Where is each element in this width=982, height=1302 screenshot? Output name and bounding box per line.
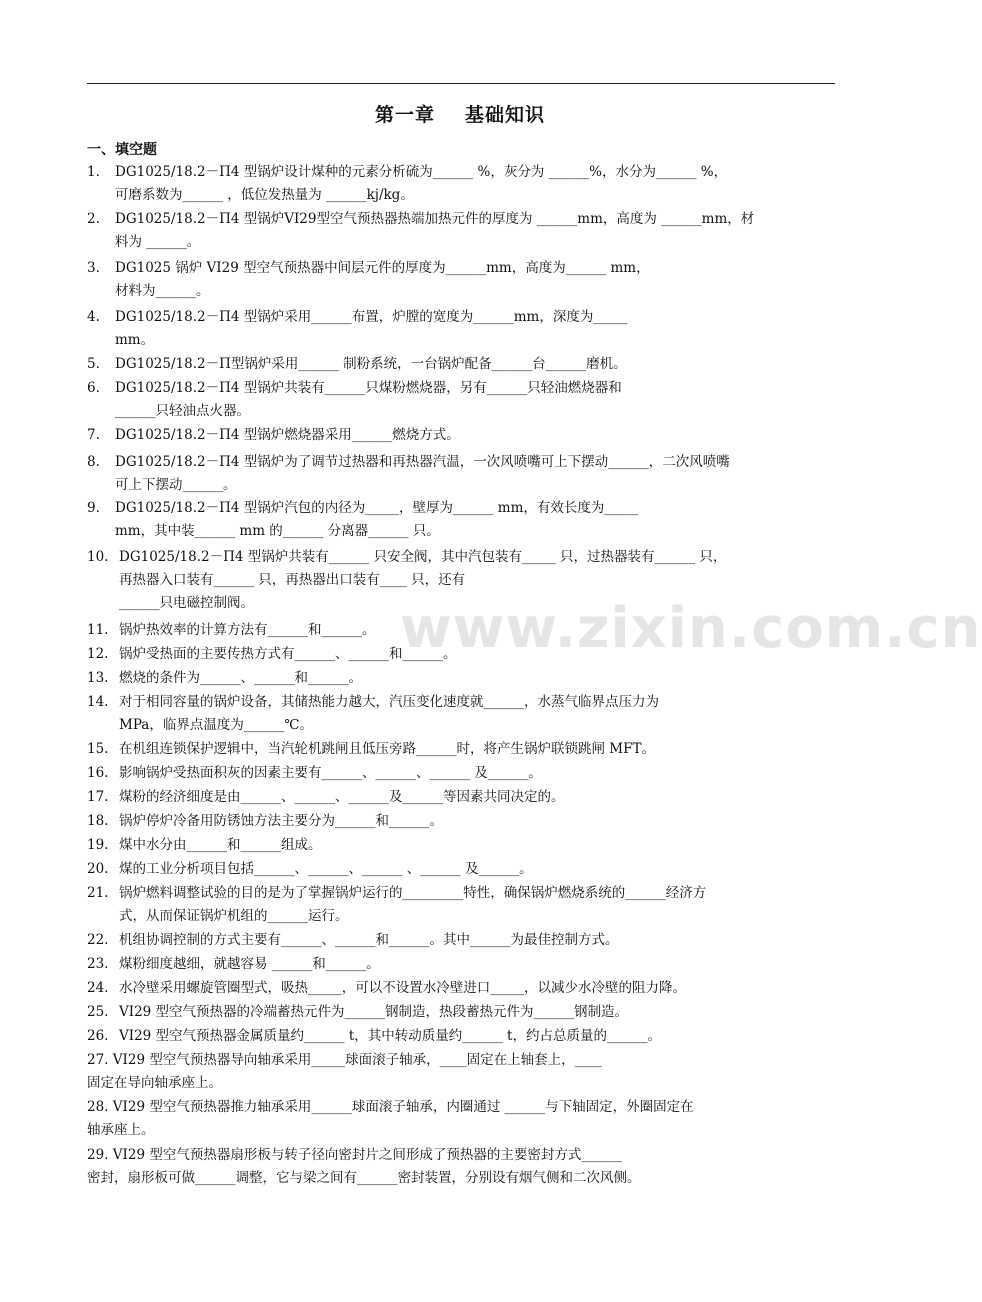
question-number: 20. <box>87 861 109 877</box>
page-title <box>0 100 920 127</box>
question-first-line <box>87 1096 835 1119</box>
question-text-continued: mm，其中装______ mm 的______ 分离器______ 只。 <box>115 523 440 539</box>
section-heading: 一、填空题 <box>87 142 157 158</box>
chapter-number: 第一章 <box>374 104 435 126</box>
question-text-continued: MPa，临界点温度为______℃。 <box>119 717 313 733</box>
question-text: 水冷壁采用螺旋管圈型式，吸热_____，可以不设置水冷壁进口_____，以减少水冷壁的阻力降。 <box>119 980 686 996</box>
question-text-continued: 密封，扇形板可做______调整，它与梁之间有______密封装置，分别设有烟气侧和二次风侧。 <box>87 1170 641 1186</box>
question-first-line <box>87 1144 835 1167</box>
question-text: DG1025/18.2－Π4 型锅炉汽包的内径为_____，壁厚为______ mm，有效长度为_____ <box>115 500 639 516</box>
header-rule <box>87 83 835 84</box>
question-number: 9. <box>87 500 100 516</box>
question-text-continued: mm。 <box>115 332 155 348</box>
question-item <box>87 953 835 976</box>
question-text: VI29 型空气预热器导向轴承采用_____球面滚子轴承，____固定在上轴套上，____ <box>112 1052 602 1068</box>
question-item <box>87 451 835 497</box>
question-item <box>87 306 835 352</box>
question-text: 燃烧的条件为______、______和______。 <box>119 670 362 686</box>
question-text-continued: 再热器入口装有______ 只，再热器出口装有____ 只，还有 <box>119 572 466 588</box>
question-text-continued: 式，从而保证锅炉机组的______运行。 <box>119 908 349 924</box>
watermark: www.zixin.com.cn <box>400 596 982 661</box>
question-text: 煤中水分由______和______组成。 <box>119 837 322 853</box>
question-item <box>87 810 835 833</box>
question-text-continued: 材料为______。 <box>115 283 210 299</box>
question-text: DG1025/18.2－Π4 型锅炉共装有______ 只安全阀，其中汽包装有_____ 只，过热器装有______ 只， <box>119 549 727 565</box>
question-number: 23. <box>87 956 109 972</box>
chapter-name: 基础知识 <box>465 104 546 126</box>
question-first-line <box>87 1049 835 1072</box>
question-item <box>87 497 835 543</box>
question-text: 机组协调控制的方式主要有______、______和______。其中______为最佳控制方式。 <box>119 932 619 948</box>
question-number: 8. <box>87 454 100 470</box>
question-number: 24. <box>87 980 109 996</box>
question-number: 26. <box>87 1028 109 1044</box>
question-number: 3. <box>87 260 100 276</box>
question-item <box>87 257 835 303</box>
question-item <box>87 1025 835 1048</box>
question-number: 12. <box>87 646 109 662</box>
question-number: 25. <box>87 1004 109 1020</box>
question-text-continued: 料为 ______。 <box>115 234 201 250</box>
question-number: 1. <box>87 164 100 180</box>
question-item <box>87 929 835 952</box>
question-number: 13. <box>87 670 109 686</box>
question-number: 10. <box>87 549 109 565</box>
question-item <box>87 424 835 447</box>
question-text-continued: ______只轻油点火器。 <box>115 403 250 419</box>
question-text: VI29 型空气预热器推力轴承采用______球面滚子轴承，内圈通过 ______与下轴固定，外圈固定在 <box>112 1099 694 1115</box>
question-text: VI29 型空气预热器的冷端蓄热元件为______钢制造，热段蓄热元件为______钢制造。 <box>119 1004 629 1020</box>
question-item <box>87 691 835 737</box>
question-number: 29. <box>87 1147 109 1163</box>
question-number: 11. <box>87 622 109 638</box>
question-number: 7. <box>87 427 100 443</box>
question-text: DG1025/18.2－Π4 型锅炉共装有______只煤粉燃烧器，另有______只轻油燃烧器和 <box>115 380 622 396</box>
question-item <box>87 1096 835 1142</box>
question-item <box>87 1049 835 1095</box>
question-number: 14. <box>87 694 109 710</box>
question-number: 16. <box>87 765 109 781</box>
question-text-continued: ______只电磁控制阀。 <box>119 595 254 611</box>
question-item <box>87 762 835 785</box>
question-item <box>87 977 835 1000</box>
question-text: VI29 型空气预热器金属质量约______ t，其中转动质量约______ t，约占总质量的______。 <box>119 1028 661 1044</box>
question-item <box>87 882 835 928</box>
question-item <box>87 161 835 207</box>
question-number: 17. <box>87 789 109 805</box>
question-text: 锅炉受热面的主要传热方式有______、______和______。 <box>119 646 457 662</box>
question-number: 19. <box>87 837 109 853</box>
question-item <box>87 1144 835 1190</box>
question-text: 煤的工业分析项目包括______、______、______ 、______ 及______。 <box>119 861 533 877</box>
question-item <box>87 208 835 254</box>
question-number: 27. <box>87 1052 109 1068</box>
question-text: 对于相同容量的锅炉设备，其储热能力越大，汽压变化速度就______，水蒸气临界点压力为 <box>119 694 659 710</box>
question-text: DG1025/18.2－Π4 型锅炉设计煤种的元素分析硫为______ %，灰分为 ______%，水分为______ %， <box>115 164 728 180</box>
question-text: DG1025/18.2－Π4 型锅炉燃烧器采用______燃烧方式。 <box>115 427 460 443</box>
question-item <box>87 834 835 857</box>
question-item <box>87 738 835 761</box>
question-text: 锅炉燃料调整试验的目的是为了掌握锅炉运行的_________特性，确保锅炉燃烧系统的______经济方 <box>119 885 707 901</box>
question-number: 18. <box>87 813 109 829</box>
question-item <box>87 786 835 809</box>
question-item <box>87 667 835 690</box>
question-item <box>87 353 835 376</box>
question-text: DG1025/18.2－Π型锅炉采用______ 制粉系统，一台锅炉配备______台______磨机。 <box>115 356 627 372</box>
question-number: 21. <box>87 885 109 901</box>
question-item <box>87 377 835 423</box>
question-text-continued: 轴承座上。 <box>87 1122 155 1138</box>
question-number: 22. <box>87 932 109 948</box>
question-number: 4. <box>87 309 100 325</box>
question-text: 在机组连锁保护逻辑中，当汽轮机跳闸且低压旁路______时，将产生锅炉联锁跳闸 MFT。 <box>119 741 655 757</box>
question-text: DG1025 锅炉 VI29 型空气预热器中间层元件的厚度为______mm，高度为______ mm， <box>115 260 650 276</box>
question-text: 煤粉的经济细度是由______、______、______及______等因素共同决定的。 <box>119 789 565 805</box>
question-number: 5. <box>87 356 100 372</box>
question-text-continued: 可磨系数为______ ，低位发热量为 ______kj/kg。 <box>115 187 414 203</box>
question-text-continued: 可上下摆动______。 <box>115 477 237 493</box>
question-number: 28. <box>87 1099 109 1115</box>
question-text: 锅炉热效率的计算方法有______和______。 <box>119 622 376 638</box>
question-item <box>87 858 835 881</box>
question-text: DG1025/18.2－Π4 型锅炉VI29型空气预热器热端加热元件的厚度为 ______mm，高度为 ______mm，材 <box>115 211 755 227</box>
question-text: DG1025/18.2－Π4 型锅炉采用______布置，炉膛的宽度为______mm，深度为_____ <box>115 309 628 325</box>
question-text: 煤粉细度越细，就越容易 ______和______。 <box>119 956 380 972</box>
question-text: 锅炉停炉冷备用防锈蚀方法主要分为______和______。 <box>119 813 443 829</box>
question-item <box>87 1001 835 1024</box>
question-number: 6. <box>87 380 100 396</box>
question-text: DG1025/18.2－Π4 型锅炉为了调节过热器和再热器汽温，一次风喷嘴可上下摆动______，二次风喷嘴 <box>115 454 730 470</box>
question-number: 2. <box>87 211 100 227</box>
question-text-continued: 固定在导向轴承座上。 <box>87 1075 222 1091</box>
question-text: VI29 型空气预热器扇形板与转子径向密封片之间形成了预热器的主要密封方式______ <box>112 1147 622 1163</box>
question-number: 15. <box>87 741 109 757</box>
question-text: 影响锅炉受热面积灰的因素主要有______、______、______ 及______。 <box>119 765 542 781</box>
